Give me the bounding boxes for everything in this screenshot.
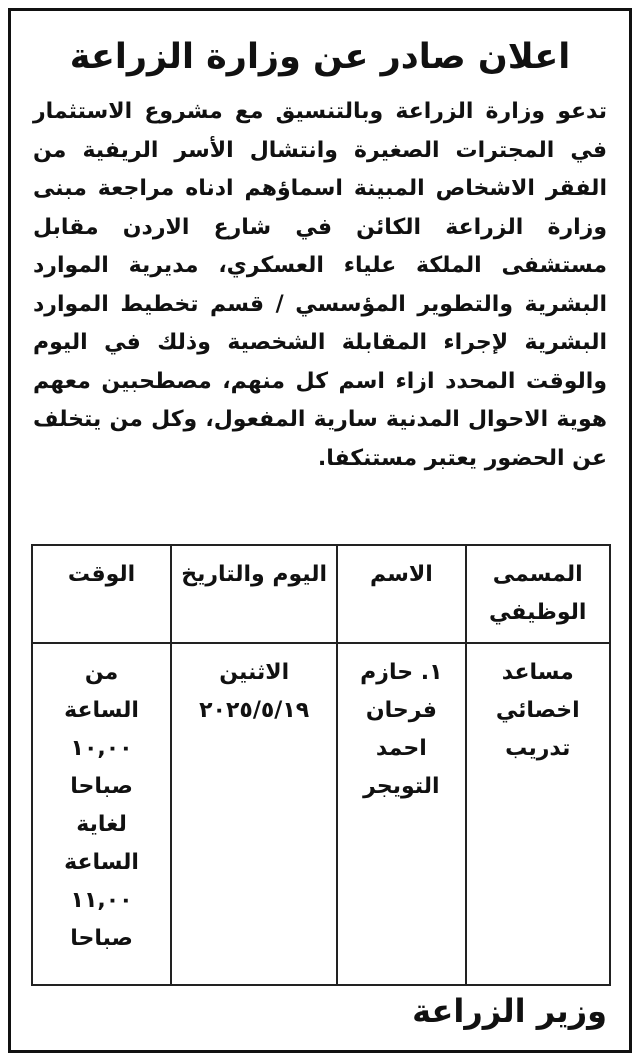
- time-line: صباحا: [70, 774, 133, 799]
- time-line: الساعة: [64, 850, 139, 875]
- table-header-row: [32, 545, 610, 643]
- time-line: الساعة: [64, 698, 139, 723]
- cell-day: الاثنين: [219, 660, 290, 685]
- signature: وزير الزراعة: [412, 992, 607, 1030]
- header-name: الاسم: [337, 545, 465, 643]
- header-job-title: المسمى الوظيفي: [466, 545, 611, 643]
- cell-time: [32, 643, 171, 985]
- cell-date: ٢٠٢٥/٥/١٩: [199, 698, 310, 723]
- interview-table: [31, 544, 611, 986]
- cell-name: ١. حازم فرحان احمد التويجر: [337, 643, 465, 985]
- cell-job-title: مساعد اخصائي تدريب: [466, 643, 611, 985]
- cell-day-date: [171, 643, 337, 985]
- header-time: الوقت: [32, 545, 171, 643]
- time-line: صباحا: [70, 926, 133, 951]
- announcement-title: اعلان صادر عن وزارة الزراعة: [69, 37, 571, 77]
- announcement-frame: [8, 8, 632, 1053]
- time-line: لغاية: [76, 812, 127, 837]
- table-row: [32, 643, 610, 985]
- announcement-body: تدعو وزارة الزراعة وبالتنسيق مع مشروع الاستثمار في المجترات الصغيرة وانتشال الأسر الريفية من الفقر الاشخاص المبينة اسماؤهم ادناه مراجعة مبنى وزارة الزراعة الكائن في شارع الاردن مقابل مستشفى الملكة علياء العسكري، مديرية الموارد البشرية والتطوير المؤسسي / قسم تخطيط الموارد البشرية لإجراء المقابلة الشخصية وذلك في اليوم والوقت المحدد ازاء اسم كل منهم، مصطحبين معهم هوية الاحوال المدنية سارية المفعول، وكل من يتخلف عن الحضور يعتبر مستنكفا.: [33, 99, 607, 471]
- time-line: ١٠,٠٠: [70, 736, 133, 761]
- time-line: من: [84, 660, 119, 685]
- header-day-date: اليوم والتاريخ: [171, 545, 337, 643]
- time-line: ١١,٠٠: [70, 888, 133, 913]
